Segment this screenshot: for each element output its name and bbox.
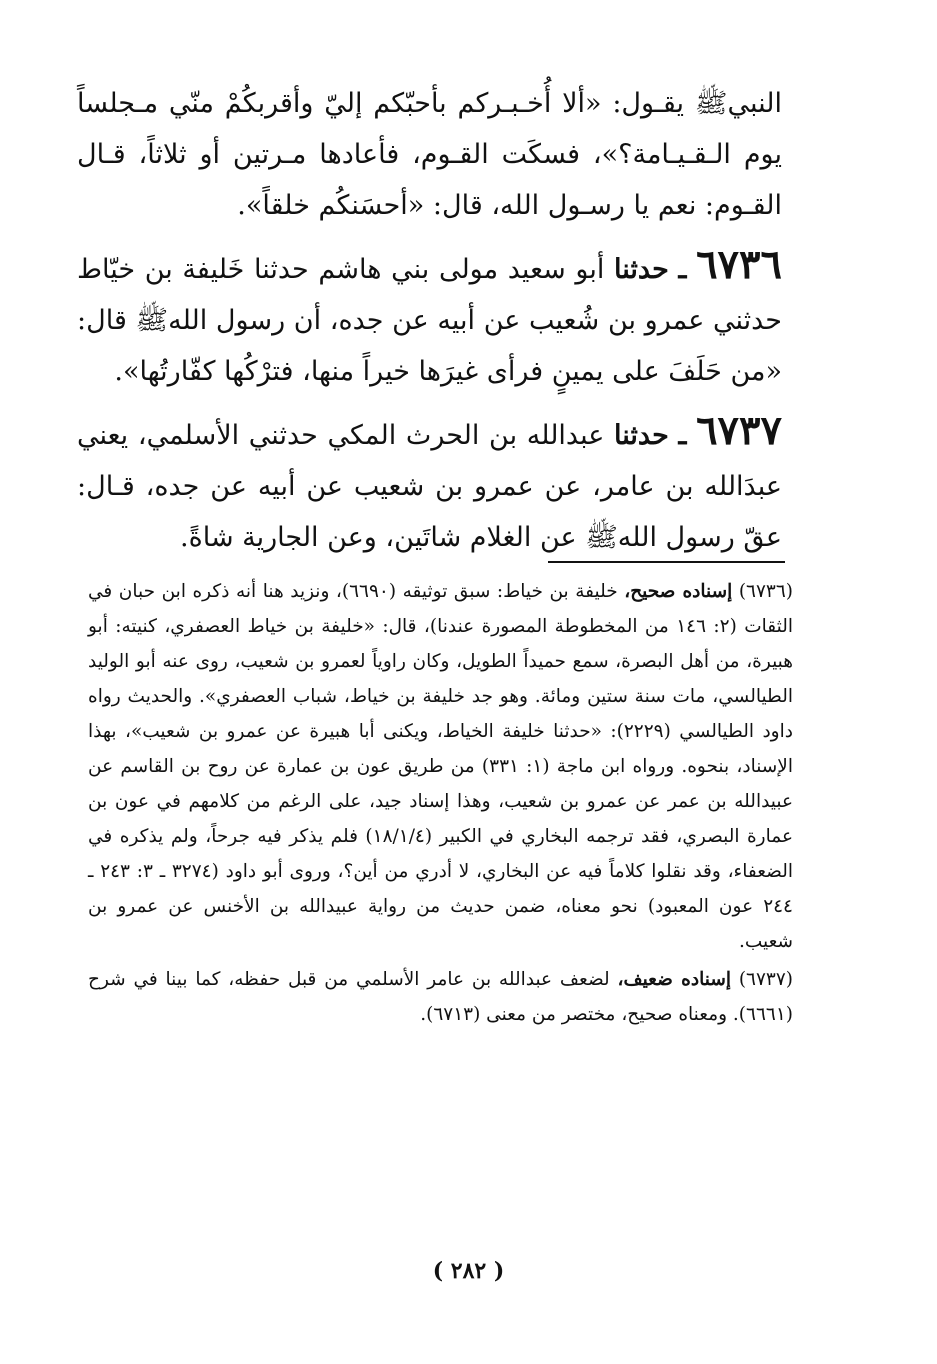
- footnote-number: (٦٧٣٦): [738, 581, 793, 602]
- footnote-6737: [88, 962, 793, 1032]
- footnote-text: لضعف عبدالله بن عامر الأسلمي من قبل حفظه، كما بينا في شرح (٦٦٦١). ومعناه صحيح، مختصر من معنى (٦٧١٣).: [88, 969, 793, 1025]
- footnote-separator: [548, 561, 785, 563]
- footnote-grade: إسناده صحيح،: [624, 581, 733, 602]
- hadith-6736: [77, 239, 782, 397]
- hadith-6737: [77, 405, 782, 563]
- hadith-line: عبدالله بن الحرث المكي حدثني الأسلمي، يعني: [77, 420, 605, 451]
- footnote-text: خليفة بن خياط: سبق توثيقه (٦٦٩٠)، ونزيد هنا أنه ذكره ابن حبان في الثقات (٢: ١٤٦ من المخطوطة المصورة عندنا)، قال: «خليفة بن خياط العصفري، كنيته: أبو هبيرة، من أهل البصرة، سمع حميداً الطويل، وكان راوياً لعمرو بن شعيب، روى عنه أبو الوليد الطيالسي، مات سنة ستين ومائة. وهو جد خليفة بن خياط، شباب العصفري». والحديث رواه داود الطيالسي (٢٢٢٩): «حدثنا خليفة الخياط، ويكنى أبا هبيرة عن عمرو بن شعيب»، بهذا الإسناد، بنحوه. ورواه ابن ماجة (١: ٣٣١) من طريق عون بن عمارة عن روح بن القاسم عن عبيدالله بن عمر عن عمرو بن شعيب، وهذا إسناد جيد، على الرغم من كلامهم في عون بن عمارة البصري، فقد ترجمه البخاري في الكبير (١٨/١/٤) فلم يذكر فيه جرحاً، ولم يذكره في الضعفاء، وقد نقلوا كلاماً فيه عن البخاري، لا أدري من أين؟، وروى أبو داود (٣٢٧٤ ـ ٣: ٢٤٣ ـ ٢٤٤ عون المعبود) نحو معناه، ضمن حديث من رواية عبيدالله بن الأخنس عن عمرو بن شعيب.: [88, 581, 793, 952]
- intro-line: رسـول الله، قال: «أحسَنكُم خلقاً».: [237, 190, 625, 221]
- intro-line: النبيﷺ يقـول: «ألا أُخـبـركم بأحبّكم إليّ وأقربكُمْ منّي مـجلساً يوم: [77, 88, 782, 170]
- hadith-dash: ـ: [678, 254, 687, 285]
- footnote-6736: [88, 574, 793, 959]
- hadith-lead: حدثنا: [614, 254, 669, 285]
- hadith-number: ٦٧٣٧: [696, 407, 782, 454]
- hadith-line: رسول اللهﷺ عن الغلام شاتَين، وعن الجارية شاةً.: [179, 522, 735, 553]
- page-number: ( ٢٨٢ ): [432, 1258, 505, 1284]
- hadith-number: ٦٧٣٦: [696, 241, 782, 288]
- hadith-line: حَلَفَ على يمينٍ فرأى غيرَها خيراً منها، فترْكُها كفّارتُها».: [114, 356, 722, 387]
- main-text: [77, 78, 782, 563]
- footnote-grade: إسناده ضعيف،: [617, 969, 731, 990]
- hadith-lead: حدثنا: [614, 420, 669, 451]
- hadith-line: حدثني عمرو بن شُعيب عن أبيه عن جده، أن رسول اللهﷺ قال: «من: [77, 305, 782, 387]
- intro-paragraph: [77, 78, 782, 231]
- intro-line: الـقـيـامة؟»، فسكَت القـوم، فأعادها مـرتين أو ثلاثاً، قـال القـوم: نعم يا: [77, 139, 782, 221]
- hadith-line: عبدَالله بن عامر، عن عمرو بن شعيب عن أبيه عن جده، قـال: عقّ: [77, 471, 782, 553]
- hadith-dash: ـ: [678, 420, 687, 451]
- footnote-number: (٦٧٣٧): [738, 969, 793, 990]
- hadith-line: أبو سعيد مولى بني هاشم حدثنا خَليفة بن خيّاط: [77, 254, 605, 285]
- footnotes: [88, 574, 793, 1032]
